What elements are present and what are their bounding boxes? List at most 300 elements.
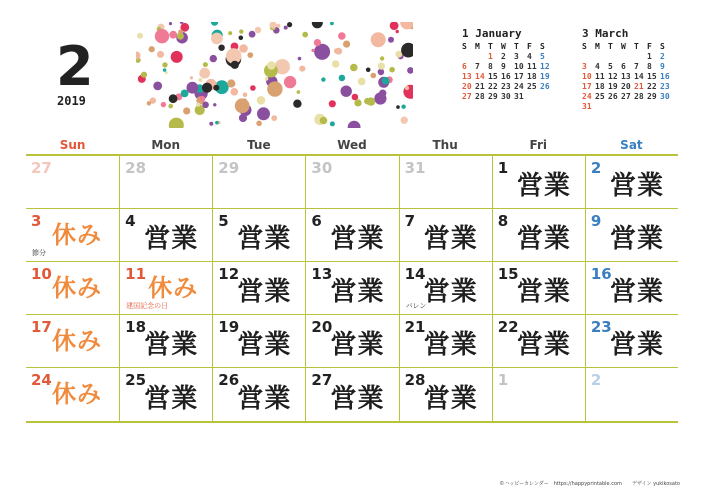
polka-dot	[149, 46, 155, 52]
open-label: 営業	[330, 330, 385, 360]
polka-dot	[302, 32, 308, 38]
mini-day: 22	[488, 82, 498, 91]
mini-day: 13	[462, 72, 472, 81]
weekday-label-tue: Tue	[247, 138, 271, 152]
polka-dot	[183, 107, 190, 114]
day-number: 10	[31, 265, 52, 283]
day-number: 27	[31, 159, 52, 177]
polka-dot	[177, 33, 184, 40]
year-label: 2019	[57, 94, 86, 108]
mini-weekday: F	[527, 42, 532, 51]
mini-day: 3	[582, 62, 587, 71]
weekday-label-wed: Wed	[337, 138, 367, 152]
day-cell[interactable]	[305, 368, 398, 421]
open-label: 営業	[330, 277, 385, 307]
polka-dot	[341, 86, 352, 97]
polka-dot	[228, 31, 232, 35]
polka-dot	[380, 56, 384, 60]
mini-day: 11	[595, 72, 605, 81]
mini-weekday: S	[540, 42, 545, 51]
mini-day	[647, 102, 660, 111]
mini-weekday: F	[647, 42, 652, 51]
mini-calendar-grid	[582, 42, 692, 111]
polka-dot	[382, 77, 390, 85]
day-number: 12	[218, 265, 240, 283]
polka-dot	[334, 48, 340, 54]
day-cell[interactable]	[585, 262, 678, 315]
polka-dot	[198, 78, 202, 82]
closed-label: 休み	[52, 221, 102, 249]
polka-dot	[141, 72, 147, 78]
mini-day: 28	[634, 92, 644, 101]
day-number: 1	[497, 371, 509, 389]
mini-day: 22	[647, 82, 657, 91]
day-cell[interactable]	[212, 156, 305, 209]
polka-dot	[210, 55, 217, 62]
mini-day	[660, 102, 673, 111]
polka-dot	[358, 78, 366, 86]
polka-dot	[297, 90, 301, 94]
day-number: 22	[497, 318, 519, 336]
day-number: 31	[404, 159, 426, 177]
polka-dot	[338, 32, 346, 40]
mini-weekday: M	[595, 42, 600, 51]
mini-day: 20	[621, 82, 631, 91]
day-cell[interactable]	[585, 315, 678, 368]
polka-dot	[243, 92, 248, 97]
day-number: 15	[497, 265, 519, 283]
mini-day: 24	[582, 92, 592, 101]
polka-dot	[231, 61, 239, 69]
mini-day	[621, 52, 634, 61]
polka-dot	[213, 103, 216, 106]
day-number: 28	[125, 159, 147, 177]
polka-dot	[343, 41, 350, 48]
day-number: 27	[311, 371, 333, 389]
polka-dot	[171, 51, 183, 63]
polka-dot	[231, 88, 239, 96]
polka-dot	[311, 49, 314, 52]
mini-day: 17	[514, 72, 524, 81]
mini-calendar-title: 1 January	[462, 27, 522, 40]
polka-dot	[287, 22, 292, 27]
polka-dot	[284, 76, 296, 88]
polka-dot	[157, 51, 164, 58]
day-number: 5	[218, 212, 229, 230]
polka-dot	[239, 29, 243, 33]
day-number: 20	[311, 318, 333, 336]
day-number: 6	[311, 212, 322, 230]
mini-day: 18	[527, 72, 537, 81]
day-cell[interactable]	[585, 156, 678, 209]
mini-day: 8	[488, 62, 493, 71]
mini-day: 31	[514, 92, 524, 101]
polka-dot	[235, 98, 250, 113]
open-label: 営業	[516, 171, 571, 201]
open-label: 営業	[423, 224, 478, 254]
mini-day: 4	[527, 52, 532, 61]
day-cell[interactable]	[399, 156, 492, 209]
polka-dot	[239, 114, 247, 122]
mini-weekday: T	[634, 42, 639, 51]
day-cell[interactable]	[119, 368, 212, 421]
polka-dot	[401, 105, 405, 109]
day-number: 18	[125, 318, 147, 336]
mini-day: 5	[540, 52, 545, 61]
polka-dot	[187, 82, 199, 94]
day-cell[interactable]	[212, 209, 305, 262]
mini-day: 21	[634, 82, 644, 91]
mini-day: 13	[621, 72, 631, 81]
polka-dot	[284, 26, 288, 30]
day-number: 11	[125, 265, 147, 283]
mini-calendar-title: 3 March	[582, 27, 629, 40]
mini-day: 12	[608, 72, 618, 81]
day-cell[interactable]	[26, 315, 119, 368]
polka-dot	[312, 22, 323, 28]
open-label: 営業	[423, 277, 478, 307]
day-cell[interactable]	[119, 156, 212, 209]
mini-day	[582, 52, 595, 61]
mini-day: 31	[582, 102, 592, 111]
open-label: 営業	[609, 224, 664, 254]
mini-day: 18	[595, 82, 605, 91]
polka-dot	[211, 33, 223, 45]
open-label: 営業	[237, 384, 292, 414]
mini-day: 15	[488, 72, 498, 81]
polka-dot	[267, 61, 276, 70]
polka-dot	[190, 76, 193, 79]
polka-dot	[405, 86, 409, 90]
month-number: 2	[56, 35, 94, 98]
weekday-label-sun: Sun	[59, 138, 86, 152]
polka-dot	[209, 122, 213, 126]
polka-dot	[239, 44, 248, 53]
day-cell[interactable]	[212, 262, 305, 315]
day-cell[interactable]	[585, 368, 678, 421]
weekday-header-row	[26, 136, 678, 154]
polka-dot	[250, 85, 256, 91]
polka-dot	[199, 68, 210, 79]
polka-dot	[371, 73, 377, 79]
mini-day: 2	[660, 52, 665, 61]
mini-day: 28	[475, 92, 485, 101]
closed-label: 休み	[52, 327, 102, 355]
day-number: 26	[218, 371, 240, 389]
mini-day: 15	[647, 72, 657, 81]
mini-day: 11	[527, 62, 537, 71]
open-label: 営業	[609, 277, 664, 307]
polka-dot-illustration	[136, 22, 413, 128]
polka-dot	[169, 31, 177, 39]
day-cell[interactable]	[26, 209, 119, 262]
polka-dot	[364, 98, 371, 105]
closed-label: 休み	[52, 274, 102, 302]
polka-dot	[332, 60, 339, 67]
polka-dot	[390, 22, 399, 30]
polka-dot	[298, 57, 302, 61]
mini-day: 1	[488, 52, 493, 61]
polka-dot	[339, 75, 346, 82]
mini-day	[608, 102, 621, 111]
polka-dot	[169, 94, 178, 103]
mini-day: 27	[462, 92, 472, 101]
mini-day	[621, 102, 634, 111]
polka-dot	[147, 101, 151, 105]
polka-dot	[267, 81, 282, 96]
open-label: 営業	[144, 330, 199, 360]
day-number: 2	[590, 159, 602, 177]
day-number: 14	[404, 265, 426, 283]
month-calendar	[26, 136, 678, 423]
day-cell[interactable]	[305, 156, 398, 209]
day-number: 16	[590, 265, 612, 283]
day-number: 29	[218, 159, 240, 177]
mini-day: 25	[527, 82, 537, 91]
day-number: 7	[404, 212, 415, 230]
polka-dot	[350, 64, 358, 72]
day-cell[interactable]	[492, 262, 585, 315]
mini-calendar-january	[462, 27, 572, 101]
mini-weekday: T	[608, 42, 613, 51]
open-label: 営業	[423, 384, 478, 414]
day-cell[interactable]	[492, 368, 585, 421]
open-label: 営業	[144, 384, 199, 414]
open-label: 営業	[516, 330, 571, 360]
day-number: 28	[404, 371, 426, 389]
day-cell[interactable]	[119, 209, 212, 262]
mini-day: 30	[660, 92, 670, 101]
day-cell[interactable]	[585, 209, 678, 262]
polka-dot	[271, 115, 277, 121]
day-number: 2	[590, 371, 602, 389]
polka-dot	[155, 29, 169, 43]
mini-day: 2	[501, 52, 506, 61]
weekday-label-fri: Fri	[529, 138, 547, 152]
polka-dot	[352, 94, 359, 101]
open-label: 営業	[237, 330, 292, 360]
polka-dot	[320, 117, 328, 125]
mini-day: 26	[608, 92, 618, 101]
day-number: 4	[125, 212, 136, 230]
day-number: 13	[311, 265, 333, 283]
day-number: 30	[311, 159, 333, 177]
mini-day: 14	[634, 72, 644, 81]
day-number: 1	[497, 159, 509, 177]
mini-day: 19	[608, 82, 618, 91]
polka-dot	[202, 102, 209, 109]
polka-dot	[168, 104, 173, 109]
polka-dot	[211, 22, 218, 26]
polka-dot	[227, 79, 235, 87]
polka-dot	[407, 67, 413, 74]
day-cell[interactable]	[26, 368, 119, 421]
polka-dot	[213, 85, 219, 91]
polka-dot	[378, 63, 385, 70]
polka-dot	[265, 77, 269, 81]
polka-dot	[200, 96, 205, 101]
mini-day	[462, 52, 475, 61]
mini-day: 20	[462, 82, 472, 91]
day-note: バレン	[405, 302, 427, 310]
open-label: 営業	[609, 330, 664, 360]
mini-calendar-grid	[462, 42, 572, 101]
polka-dot	[276, 24, 280, 28]
mini-day	[475, 52, 488, 61]
mini-day: 12	[540, 62, 550, 71]
day-cell[interactable]	[399, 368, 492, 421]
polka-dot	[218, 45, 224, 51]
open-label: 営業	[516, 224, 571, 254]
mini-day: 19	[540, 72, 550, 81]
polka-dot	[396, 105, 400, 109]
mini-day: 6	[462, 62, 467, 71]
polka-dot	[401, 117, 408, 124]
polka-dot	[314, 39, 321, 46]
mini-day: 23	[660, 82, 670, 91]
mini-weekday: S	[660, 42, 665, 51]
polka-dot	[249, 31, 256, 38]
polka-dot	[153, 82, 162, 91]
mini-day	[634, 102, 647, 111]
day-cell[interactable]	[305, 209, 398, 262]
day-number: 21	[404, 318, 426, 336]
mini-day: 14	[475, 72, 485, 81]
day-cell[interactable]	[305, 315, 398, 368]
open-label: 営業	[237, 277, 292, 307]
polka-dot	[379, 90, 386, 97]
day-cell[interactable]	[119, 262, 212, 315]
mini-day: 5	[608, 62, 613, 71]
polka-dot	[256, 121, 262, 127]
day-number: 3	[31, 212, 42, 230]
day-cell[interactable]	[119, 315, 212, 368]
day-cell[interactable]	[305, 262, 398, 315]
polka-dot	[203, 62, 208, 67]
day-cell[interactable]	[492, 156, 585, 209]
mini-day: 30	[501, 92, 511, 101]
mini-day: 9	[501, 62, 506, 71]
mini-calendar-march	[582, 27, 692, 111]
mini-day: 16	[501, 72, 511, 81]
mini-day: 4	[595, 62, 600, 71]
polka-dot	[366, 68, 371, 73]
polka-dot	[299, 66, 305, 72]
polka-dot	[329, 100, 336, 107]
polka-dot	[239, 36, 244, 41]
open-label: 営業	[516, 277, 571, 307]
mini-weekday: T	[514, 42, 519, 51]
mini-day: 25	[595, 92, 605, 101]
mini-day: 29	[647, 92, 657, 101]
mini-day: 26	[540, 82, 550, 91]
open-label: 営業	[423, 330, 478, 360]
day-cell[interactable]	[492, 209, 585, 262]
day-number: 25	[125, 371, 147, 389]
day-cell[interactable]	[399, 209, 492, 262]
mini-day: 10	[514, 62, 524, 71]
mini-day: 29	[488, 92, 498, 101]
mini-day: 10	[582, 72, 592, 81]
weekday-label-thu: Thu	[432, 138, 458, 152]
polka-dot	[354, 99, 361, 106]
day-number: 19	[218, 318, 240, 336]
weekday-label-sat: Sat	[620, 138, 643, 152]
polka-dot	[257, 107, 270, 120]
polka-dot	[255, 27, 261, 33]
mini-day: 17	[582, 82, 592, 91]
polka-dot	[257, 96, 266, 105]
mini-weekday: M	[475, 42, 480, 51]
day-cell[interactable]	[26, 156, 119, 209]
mini-day: 6	[621, 62, 626, 71]
day-number: 23	[590, 318, 612, 336]
mini-day: 1	[647, 52, 652, 61]
mini-day: 21	[475, 82, 485, 91]
closed-label: 休み	[148, 274, 199, 302]
day-number: 8	[497, 212, 509, 230]
footer-credit: ©ハッピーカレンダー https://happyprintable.com デザイン yukikosato	[499, 481, 680, 487]
mini-day: 23	[501, 82, 511, 91]
mini-day: 7	[475, 62, 480, 71]
mini-day	[540, 92, 553, 101]
mini-day: 16	[660, 72, 670, 81]
mini-day: 3	[514, 52, 519, 61]
polka-dot	[321, 77, 325, 81]
day-cell[interactable]	[26, 262, 119, 315]
mini-weekday: S	[462, 42, 467, 51]
mini-day	[527, 92, 540, 101]
closed-label: 休み	[52, 380, 102, 408]
day-cell[interactable]	[399, 315, 492, 368]
weekday-label-mon: Mon	[151, 138, 181, 152]
mini-weekday: W	[621, 42, 626, 51]
polka-dot	[169, 118, 184, 128]
mini-day: 24	[514, 82, 524, 91]
day-note: 節分	[32, 249, 46, 257]
open-label: 営業	[330, 384, 385, 414]
polka-dot	[169, 22, 172, 25]
day-number: 24	[31, 371, 52, 389]
polka-dot	[215, 121, 219, 125]
day-number: 9	[590, 212, 602, 230]
polka-dot	[396, 30, 399, 33]
polka-dot	[330, 121, 335, 126]
open-label: 営業	[609, 171, 664, 201]
open-label: 営業	[330, 224, 385, 254]
polka-dot	[371, 32, 386, 47]
mini-day: 27	[621, 92, 631, 101]
day-cell[interactable]	[212, 315, 305, 368]
polka-dot	[202, 83, 212, 93]
mini-day	[595, 102, 608, 111]
polka-dot	[163, 68, 166, 71]
polka-dot	[162, 62, 167, 67]
day-cell[interactable]	[492, 315, 585, 368]
mini-day: 9	[660, 62, 665, 71]
mini-day: 8	[647, 62, 652, 71]
polka-dot	[196, 103, 200, 107]
day-note: 建国記念の日	[126, 302, 169, 310]
open-label: 営業	[237, 224, 292, 254]
day-cell[interactable]	[399, 262, 492, 315]
mini-day: 7	[634, 62, 639, 71]
polka-dot	[161, 102, 166, 107]
day-cell[interactable]	[212, 368, 305, 421]
day-number: 17	[31, 318, 52, 336]
polka-dot	[388, 37, 394, 43]
polka-dot	[330, 22, 334, 25]
